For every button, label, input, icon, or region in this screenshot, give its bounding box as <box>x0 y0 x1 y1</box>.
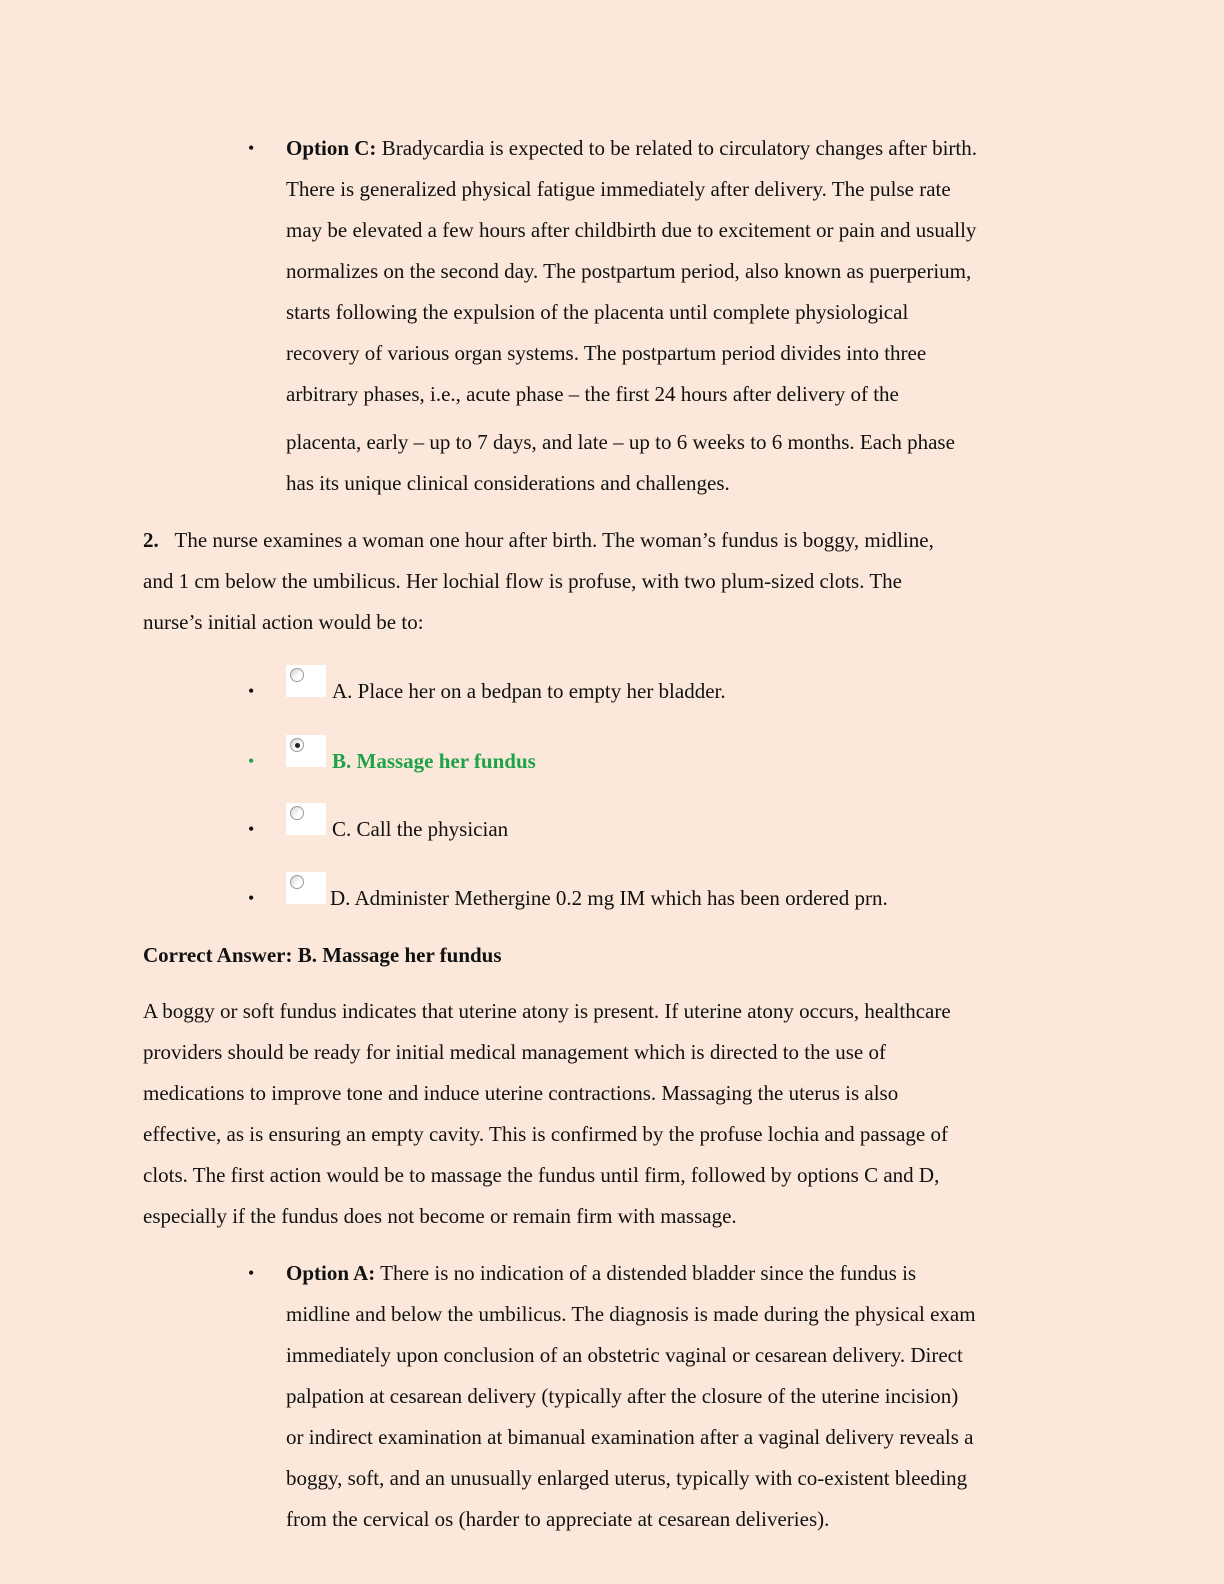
option-a-label: A. Place her on a bedpan to empty her bladder. <box>332 679 726 703</box>
answer-option-a[interactable] <box>248 671 726 711</box>
explanation-text <box>143 991 1073 1237</box>
option-a-line: boggy, soft, and an unusually enlarged uterus, typically with co-existent bleeding <box>286 1466 968 1490</box>
option-c-line: starts following the expulsion of the placenta until complete physiological <box>286 300 909 324</box>
option-c-line: arbitrary phases, i.e., acute phase – the first 24 hours after delivery of the <box>286 382 899 406</box>
explanation-line: especially if the fundus does not become or remain firm with massage. <box>143 1204 737 1228</box>
bullet-icon: • <box>248 681 255 701</box>
option-a-line: There is no indication of a distended bladder since the fundus is <box>375 1261 917 1285</box>
radio-checked-icon <box>290 738 304 752</box>
radio-unchecked-icon <box>290 875 304 889</box>
option-a-line: immediately upon conclusion of an obstetric vaginal or cesarean delivery. Direct <box>286 1343 963 1367</box>
option-c-line: placenta, early – up to 7 days, and late – up to 6 weeks to 6 months. Each phase <box>286 430 955 454</box>
option-c-label: Option C: <box>286 136 377 160</box>
bullet-icon: • <box>248 819 255 839</box>
correct-answer: Correct Answer: B. Massage her fundus <box>143 943 502 967</box>
answer-option-b[interactable] <box>248 741 536 781</box>
radio-unchecked-icon <box>290 806 304 820</box>
explanation-line: effective, as is ensuring an empty cavity. This is confirmed by the profuse lochia and passage of <box>143 1122 948 1146</box>
radio-button-c[interactable] <box>286 803 326 835</box>
radio-button-a[interactable] <box>286 665 326 697</box>
option-c-line: Bradycardia is expected to be related to circulatory changes after birth. <box>376 136 977 160</box>
option-c-line: may be elevated a few hours after childbirth due to excitement or pain and usually <box>286 218 977 242</box>
bullet-icon: • <box>248 888 255 908</box>
radio-button-b[interactable] <box>286 735 326 767</box>
option-a-line: midline and below the umbilicus. The diagnosis is made during the physical exam <box>286 1302 976 1326</box>
option-c-explanation <box>248 128 1068 504</box>
option-c-line: There is generalized physical fatigue immediately after delivery. The pulse rate <box>286 177 951 201</box>
explanation-line: providers should be ready for initial medical management which is directed to the use of <box>143 1040 886 1064</box>
option-b-label: B. Massage her fundus <box>332 749 536 773</box>
explanation-line: clots. The first action would be to massage the fundus until firm, followed by options C and D, <box>143 1163 940 1187</box>
option-a-explanation <box>248 1253 1068 1540</box>
bullet-icon: • <box>248 751 255 771</box>
option-c-line: normalizes on the second day. The postpartum period, also known as puerperium, <box>286 259 972 283</box>
answer-option-d[interactable] <box>248 878 888 918</box>
answer-option-c[interactable] <box>248 809 508 849</box>
explanation-line: A boggy or soft fundus indicates that uterine atony is present. If uterine atony occurs, healthcare <box>143 999 951 1023</box>
option-a-line: palpation at cesarean delivery (typically after the closure of the uterine incision) <box>286 1384 959 1408</box>
question-number: 2. <box>143 528 159 552</box>
question-line: nurse’s initial action would be to: <box>143 610 424 634</box>
radio-unchecked-icon <box>290 668 304 682</box>
option-c-line: recovery of various organ systems. The postpartum period divides into three <box>286 341 927 365</box>
bullet-icon: • <box>248 138 255 158</box>
option-c-label: C. Call the physician <box>332 817 509 841</box>
option-a-line: or indirect examination at bimanual examination after a vaginal delivery reveals a <box>286 1425 974 1449</box>
radio-button-d[interactable] <box>286 872 326 904</box>
option-d-label: D. Administer Methergine 0.2 mg IM which has been ordered prn. <box>330 886 888 910</box>
question-text <box>143 520 1073 643</box>
option-c-line: has its unique clinical considerations and challenges. <box>286 471 730 495</box>
question-line: and 1 cm below the umbilicus. Her lochial flow is profuse, with two plum-sized clots. The <box>143 569 902 593</box>
option-a-line: from the cervical os (harder to appreciate at cesarean deliveries). <box>286 1507 830 1531</box>
question-line: The nurse examines a woman one hour after birth. The woman’s fundus is boggy, midline, <box>174 528 934 552</box>
option-a-label-heading: Option A: <box>286 1261 376 1285</box>
explanation-line: medications to improve tone and induce uterine contractions. Massaging the uterus is also <box>143 1081 899 1105</box>
bullet-icon: • <box>248 1263 255 1283</box>
